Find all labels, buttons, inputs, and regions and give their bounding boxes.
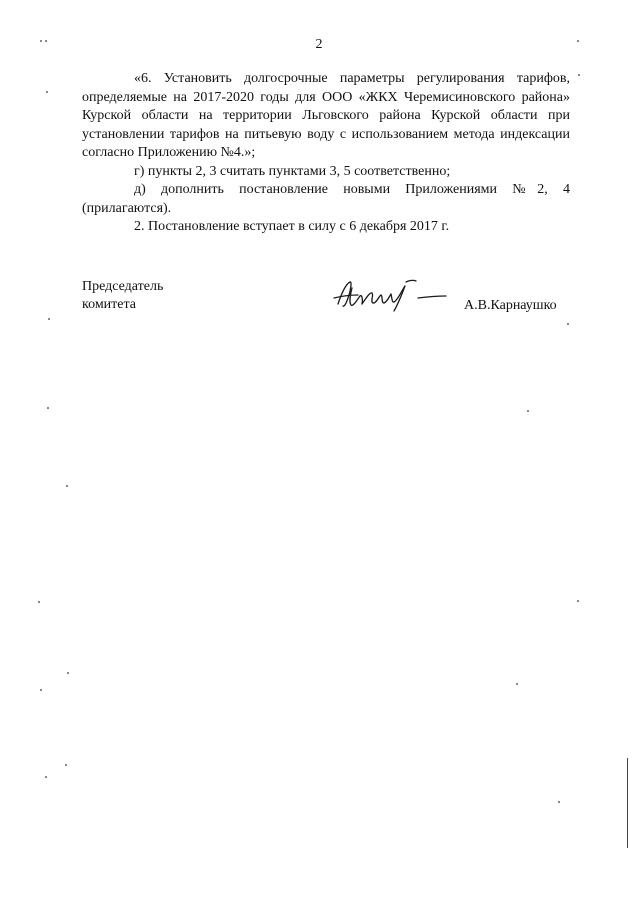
scan-speck [578,74,580,76]
page-number: 2 [315,37,323,52]
scan-speck [45,776,47,778]
scan-speck [40,689,42,691]
signatory-name: А.В.Карнаушко [464,298,557,313]
signature-block [82,278,582,318]
scan-speck [40,40,42,42]
paragraph-item-g: г) пункты 2, 3 считать пунктами 3, 5 соответственно; [134,163,451,179]
scan-speck [567,323,569,325]
scan-speck [558,801,560,803]
scan-speck [516,683,518,685]
paragraph-item-6: «6. Установить долгосрочные параметры регулирования тарифов, определяемые на 2017-2020 годы для ООО «ЖКХ Черемисиновского района» Курской области на территории Льговского района Курской области при установлении тарифов на питьевую воду с использованием метода индексации согласно Приложению №4.»; [82,71,570,160]
signatory-title-line1: Председатель [82,279,164,294]
scan-speck [67,672,69,674]
scan-speck [46,91,48,93]
scan-speck [527,410,529,412]
handwritten-signature [332,278,462,314]
scan-speck [66,485,68,487]
document-body [82,70,570,237]
signatory-title-line2: комитета [82,297,137,312]
scan-speck [65,764,67,766]
scan-speck [577,600,579,602]
paragraph-effective-date: 2. Постановление вступает в силу с 6 декабря 2017 г. [134,219,450,234]
signatory-title [82,278,163,314]
scan-edge-line [627,758,628,848]
scan-speck [45,40,47,42]
scan-speck [38,601,40,603]
scan-speck [48,318,50,320]
scan-speck [577,40,579,42]
scan-speck [47,407,49,409]
paragraph-item-d: д) дополнить постановление новыми Приложениями №2, 4 (прилагаются). [82,182,570,216]
